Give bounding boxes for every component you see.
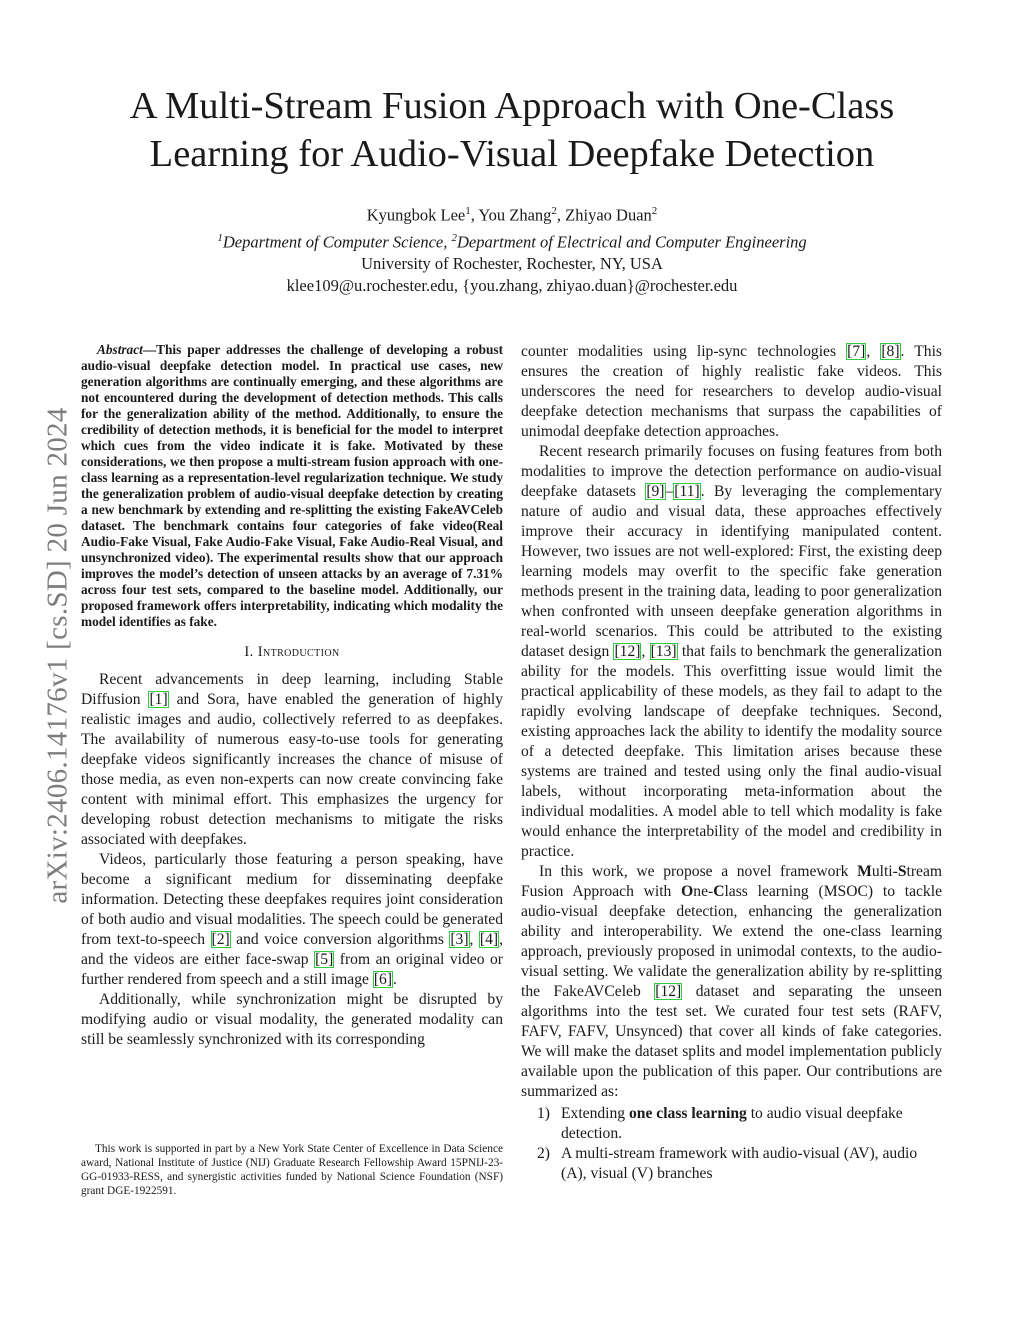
text-run: Videos, particularly those featuring a person speaking, have become a significant medium for disseminating deepfake information. Detecting these deepfakes requires joint consideration of both audio and visual modalities. The speech could be generated from text-to-speech	[81, 851, 503, 948]
citation-link[interactable]: [8]	[881, 343, 900, 360]
citation-link[interactable]: [6]	[373, 971, 393, 988]
funding-footnote: This work is supported in part by a New York State Center of Excellence in Data Science award, National Institute of Justice (NIJ) Graduate Research Fellowship Award 15PNIJ-23-GG-01933-RESS, and synergistic activities funded by National Science Foundation (NSF) grant DGE-1922591.	[81, 1143, 503, 1197]
text-run: Recent advancements in deep learning, including Stable Diffusion	[81, 671, 503, 708]
bold-letter: C	[713, 883, 725, 900]
list-text	[561, 1144, 942, 1184]
left-column	[81, 342, 503, 1050]
section-title: Introduction	[257, 644, 340, 660]
author-1: Kyungbok Lee	[366, 205, 466, 225]
text-run: . This ensures the creation of highly realistic fake videos. This underscores the need for researchers to develop audio-visual deepfake detection mechanisms that surpass the capabilities of unimodal deepfake detection approaches.	[521, 343, 942, 440]
right-paragraph-3	[521, 862, 942, 1102]
citation-link[interactable]: [3]	[450, 931, 469, 948]
citation-link[interactable]: [4]	[479, 931, 499, 948]
citation-link[interactable]: [7]	[847, 343, 866, 360]
list-number: 1)	[537, 1105, 550, 1122]
abstract	[81, 342, 503, 630]
text-run: ne-	[693, 883, 714, 900]
bold-text: one class learning	[629, 1105, 747, 1122]
bold-letter: S	[897, 863, 907, 880]
arxiv-identifier: arXiv:2406.14176v1 [cs.SD] 20 Jun 2024	[41, 406, 74, 904]
citation-link[interactable]: [1]	[149, 691, 168, 708]
citation-link[interactable]: [2]	[211, 931, 230, 948]
text-run: Recent research primarily focuses on fusing features from both modalities to improve the detection performance on audio-visual deepfake datasets	[521, 443, 942, 500]
author-2: You Zhang	[478, 205, 552, 225]
institution: University of Rochester, Rochester, NY, USA	[361, 254, 663, 273]
text-run: tream Fusion Approach with	[521, 863, 942, 900]
affiliation-1-marker: 1	[217, 231, 223, 244]
author-3-affiliation: 2	[651, 205, 658, 217]
text-run: Extending	[561, 1105, 629, 1122]
right-column	[521, 342, 942, 1184]
abstract-text: —This paper addresses the challenge of developing a robust audio-visual deepfake detection model. In practical use cases, new generation algorithms are continually emerging, and these algorithms are not encountered during the development of detection methods. This calls for the generalization ability of the method. Additionally, to ensure the credibility of detection methods, it is beneficial for the model to interpret which cues from the video indicate it is fake. Motivated by these considerations, we then propose a multi-stream fusion approach with one-class learning as a representation-level regularization technique. We study the generalization problem of audio-visual deepfake detection by creating a new benchmark by extending and re-splitting the existing FakeAVCeleb dataset. The benchmark contains four categories of fake video(Real Audio-Fake Visual, Fake Audio-Fake Visual, Fake Audio-Real Visual, and unsynchronized video). The experimental results show that our approach improves the model’s detection of unseen attacks by an average of 7.31% across four test sets, compared to the baseline model. Additionally, our proposed framework offers interpretability, indicating which modality the model identifies as fake.	[81, 342, 503, 629]
text-run: A multi-stream framework with audio-visual (AV), audio (A), visual (V) branches	[561, 1145, 918, 1182]
text-run: .	[393, 971, 397, 988]
text-run: and Sora, have enabled the generation of highly realistic images and audio, collectively referred to as deepfakes. The availability of numerous easy-to-use tools for generating deepfake videos significantly increases the chance of misuse of those media, as even non-experts can now create convincing fake content with minimal effort. This emphasizes the urgency for developing robust detection mechanisms to mitigate the risks associated with deepfakes.	[81, 691, 504, 848]
bold-letter: M	[857, 863, 872, 880]
arxiv-watermark	[38, 360, 78, 950]
bold-letter: O	[681, 883, 694, 900]
text-run: Additionally, while synchronization might be disrupted by modifying audio or visual modality, the generated modality can still be seamlessly synchronized with its corresponding	[81, 991, 503, 1048]
text-run: from an original video or further rendered from speech and a still image	[81, 951, 503, 988]
contributions-list	[521, 1104, 942, 1184]
text-run: lass learning (MSOC) to tackle audio-visual deepfake detection, enhancing the generalization ability and interoperability. We extend the one-class learning approach, previously proposed in unimodal contexts, to the audio-visual setting. We validate the generalization ability by re-splitting the FakeAVCeleb	[521, 883, 942, 1000]
text-run: . By leveraging the complementary nature of audio and visual data, these approaches effectively improve their accuracy in identifying manipulated content. However, two issues are not well-explored: First, the existing deep learning models may overfit to the specific fake generation methods present in the training data, leading to poor generalization when confronted with unseen deepfake generation algorithms in real-world scenarios. This could be attributed to the existing dataset design	[521, 483, 942, 660]
list-text	[561, 1104, 942, 1144]
text-run: and voice conversion algorithms	[230, 931, 450, 948]
right-paragraph-2	[521, 442, 942, 862]
text-run: ,	[641, 643, 650, 660]
affiliation-2-marker: 2	[451, 231, 457, 244]
affiliation-2: Department of Electrical and Computer Engineering	[457, 232, 807, 251]
author-2-affiliation: 2	[551, 205, 557, 217]
text-run: dataset and separating the unseen algorithms into the test set. We curated four test sets (RAFV, FAFV, FAFV, Unsynced) that cover all kinds of fake categories. We will make the dataset splits and model implementation publicly available upon the publication of this paper. Our contributions are summarized as:	[521, 983, 943, 1100]
citation-link[interactable]: [12]	[655, 983, 682, 1000]
citation-link[interactable]: [9]	[646, 483, 665, 500]
affiliation-1: Department of Computer Science,	[222, 232, 448, 251]
citation-link[interactable]: [13]	[650, 643, 677, 660]
citation-link[interactable]: [11]	[674, 483, 700, 500]
intro-paragraph-2	[81, 850, 503, 990]
paper-title: A Multi-Stream Fusion Approach with One-Class Learning for Audio-Visual Deepfake Detection	[129, 85, 895, 175]
section-heading-introduction	[81, 642, 503, 662]
list-item	[521, 1104, 942, 1144]
text-run: to audio visual deepfake detection.	[561, 1105, 903, 1142]
text-run: ,	[469, 931, 479, 948]
text-run: ,	[866, 343, 881, 360]
list-number: 2)	[537, 1145, 550, 1162]
citation-link[interactable]: [5]	[315, 951, 334, 968]
author-names: Kyungbok Lee$^1$, You Zhang$^2$, Zhiyao Duan$^2$	[366, 205, 658, 225]
author-emails: klee109@u.rochester.edu, {you.zhang, zhiyao.duan}@rochester.edu	[286, 276, 738, 295]
intro-paragraph-3	[81, 990, 503, 1050]
list-item	[521, 1144, 942, 1184]
affiliations	[60, 227, 964, 254]
citation-link[interactable]: [12]	[614, 643, 641, 660]
text-run: that fails to benchmark the generalization ability for the models. This overfitting issue would limit the practical applicability of these models, as they fail to adapt to the rapidly evolving landscape of deepfake techniques. Second, existing approaches lack the ability to identify the modality source of a detected deepfake. This limitation arises because these systems are trained and tested using only the final audio-visual labels, without incorporating meta-information about the individual modalities. A model able to tell which modality is fake would enhance the interpretability of the model and credibility in practice.	[521, 643, 942, 860]
author-3: Zhiyao Duan	[565, 205, 652, 225]
text-run: , and the videos are either face-swap	[81, 931, 503, 968]
abstract-label: Abstract	[97, 342, 143, 357]
text-run: In this work, we propose a novel framework	[539, 863, 858, 880]
text-run: counter modalities using lip-sync technologies	[521, 343, 847, 360]
author-1-affiliation: 1	[465, 205, 471, 217]
text-run: –	[665, 483, 674, 500]
section-number: I.	[244, 644, 254, 660]
author-block	[60, 200, 964, 297]
intro-paragraph-1	[81, 670, 503, 850]
right-paragraph-1	[521, 342, 942, 442]
text-run: ulti-	[871, 863, 898, 880]
